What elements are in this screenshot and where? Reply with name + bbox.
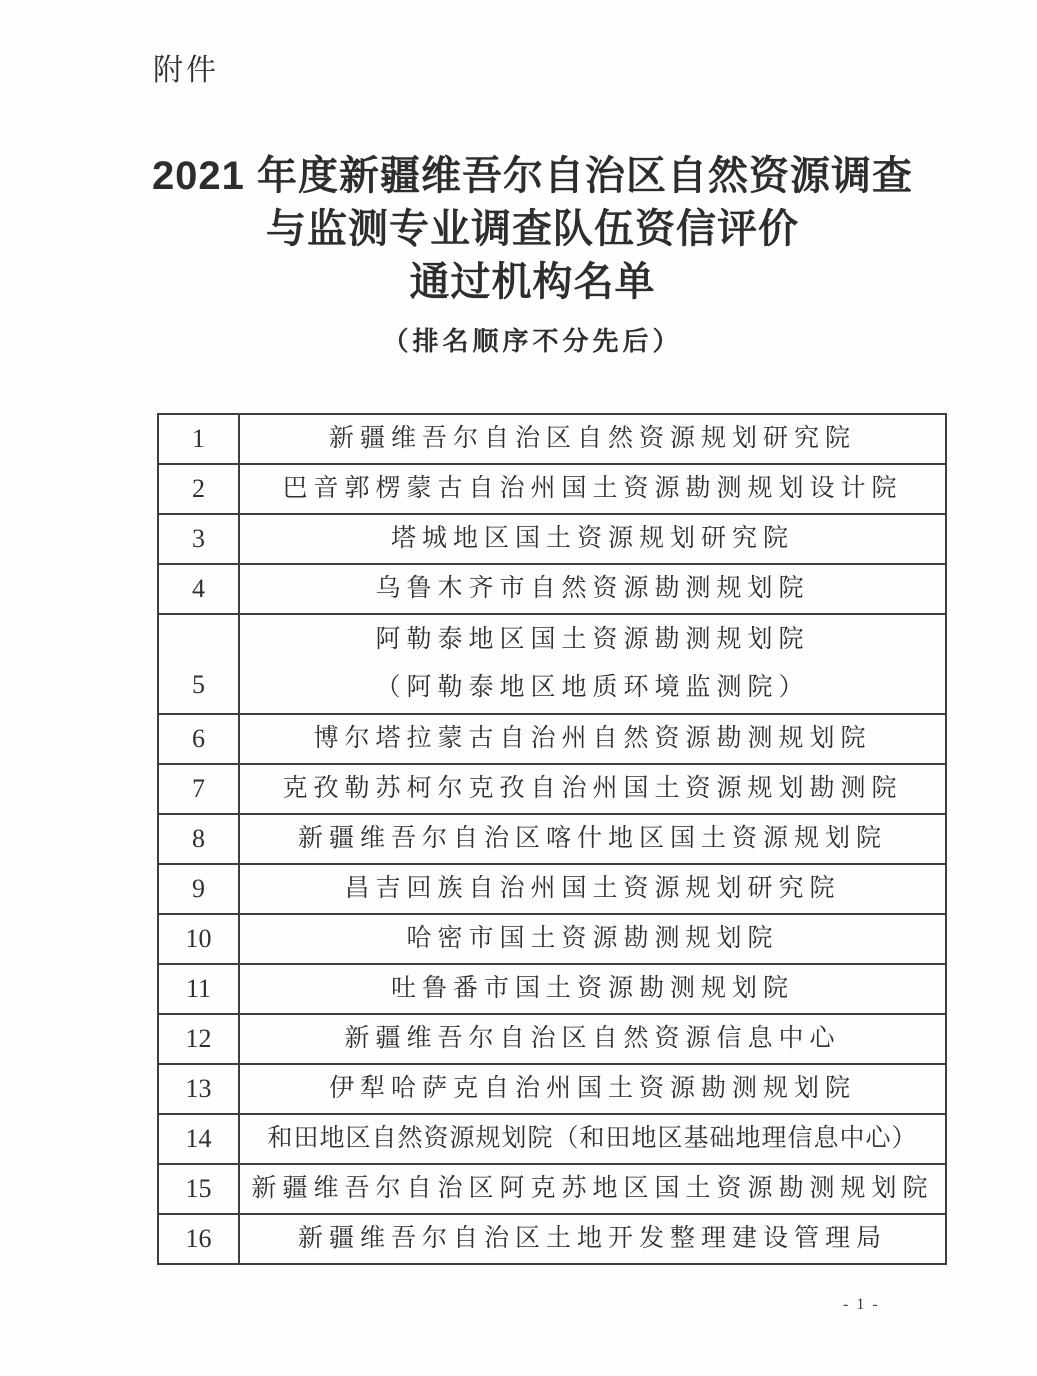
org-name-line: 新疆维吾尔自治区自然资源规划研究院 xyxy=(328,425,856,452)
row-number: 11 xyxy=(158,964,239,1014)
org-name-line: 伊犁哈萨克自治州国土资源勘测规划院 xyxy=(328,1075,856,1102)
table-row xyxy=(158,564,946,614)
table-row xyxy=(158,814,946,864)
org-name-line: （阿勒泰地区地质环境监测院） xyxy=(375,674,810,701)
org-name xyxy=(239,764,946,814)
row-number: 3 xyxy=(158,514,239,564)
table-row xyxy=(158,1114,946,1164)
row-number: 4 xyxy=(158,564,239,614)
org-name-line: 克孜勒苏柯尔克孜自治州国土资源规划勘测院 xyxy=(282,775,903,802)
org-name xyxy=(239,564,946,614)
org-name xyxy=(239,464,946,514)
org-name-line: 昌吉回族自治州国土资源规划研究院 xyxy=(344,875,841,902)
table-row xyxy=(158,1064,946,1114)
row-number: 7 xyxy=(158,764,239,814)
title-line-1: 2021 年度新疆维吾尔自治区自然资源调查 xyxy=(151,154,914,198)
institution-table-body xyxy=(158,414,946,1264)
org-name-line: 新疆维吾尔自治区喀什地区国土资源规划院 xyxy=(297,825,887,852)
row-number: 14 xyxy=(158,1114,239,1164)
org-name xyxy=(239,614,946,714)
table-row xyxy=(158,1164,946,1214)
row-number: 9 xyxy=(158,864,239,914)
row-number: 15 xyxy=(158,1164,239,1214)
institution-table xyxy=(157,413,947,1265)
org-name-line: 阿勒泰地区国土资源勘测规划院 xyxy=(375,626,810,653)
table-row xyxy=(158,764,946,814)
row-number: 2 xyxy=(158,464,239,514)
row-number: 1 xyxy=(158,414,239,464)
org-name-line: 新疆维吾尔自治区阿克苏地区国土资源勘测规划院 xyxy=(251,1175,934,1202)
org-name-line: 吐鲁番市国土资源勘测规划院 xyxy=(390,975,794,1002)
row-number: 6 xyxy=(158,714,239,764)
table-row xyxy=(158,614,946,714)
table-row xyxy=(158,1014,946,1064)
title-line-3: 通过机构名单 xyxy=(409,260,656,304)
org-name-line: 博尔塔拉蒙古自治州自然资源勘测规划院 xyxy=(313,725,872,752)
table-row xyxy=(158,414,946,464)
page-number: - 1 - xyxy=(843,1296,880,1313)
document-title xyxy=(0,150,1037,358)
org-name-line: 哈密市国土资源勘测规划院 xyxy=(406,925,779,952)
org-name-line: 巴音郭楞蒙古自治州国土资源勘测规划设计院 xyxy=(282,475,903,502)
title-subtitle: （排名顺序不分先后） xyxy=(382,327,683,356)
table-row xyxy=(158,714,946,764)
org-name xyxy=(239,814,946,864)
row-number: 10 xyxy=(158,914,239,964)
attachment-label: 附件 xyxy=(153,54,219,87)
table-row xyxy=(158,914,946,964)
org-name xyxy=(239,414,946,464)
org-name xyxy=(239,914,946,964)
org-name xyxy=(239,1064,946,1114)
title-line-2: 与监测专业调查队伍资信评价 xyxy=(266,207,799,251)
org-name xyxy=(239,964,946,1014)
row-number: 8 xyxy=(158,814,239,864)
table-row xyxy=(158,464,946,514)
org-name xyxy=(239,1164,946,1214)
org-name xyxy=(239,864,946,914)
org-name xyxy=(239,1214,946,1264)
row-number: 16 xyxy=(158,1214,239,1264)
row-number: 5 xyxy=(158,614,239,714)
org-name xyxy=(239,1114,946,1164)
table-row xyxy=(158,964,946,1014)
org-name xyxy=(239,514,946,564)
org-name-line: 和田地区自然资源规划院（和田地区基础地理信息中心） xyxy=(267,1125,918,1152)
org-name-line: 塔城地区国土资源规划研究院 xyxy=(390,525,794,552)
table-row xyxy=(158,1214,946,1264)
row-number: 13 xyxy=(158,1064,239,1114)
org-name xyxy=(239,1014,946,1064)
org-name-line: 乌鲁木齐市自然资源勘测规划院 xyxy=(375,575,810,602)
table-row xyxy=(158,864,946,914)
table-row xyxy=(158,514,946,564)
org-name xyxy=(239,714,946,764)
org-name-line: 新疆维吾尔自治区土地开发整理建设管理局 xyxy=(297,1225,887,1252)
org-name-line: 新疆维吾尔自治区自然资源信息中心 xyxy=(344,1025,841,1052)
row-number: 12 xyxy=(158,1014,239,1064)
